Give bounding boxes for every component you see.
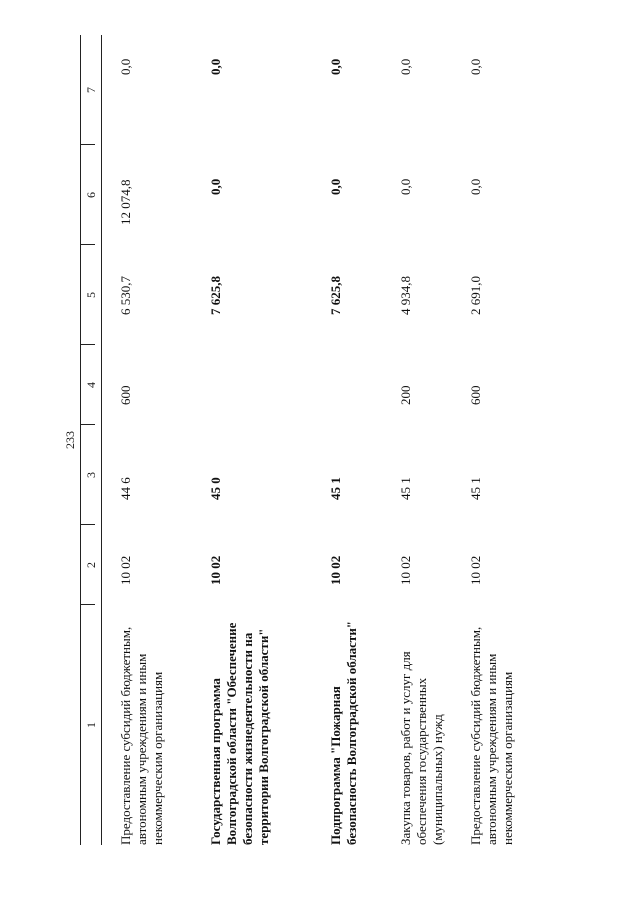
header-col-7: 7 <box>84 87 98 93</box>
budget-table <box>80 35 540 845</box>
row-5-name: Предоставление субсидий бюджетным, автономным учреждениям и иным некоммерческим организациям <box>468 626 515 845</box>
row-5-col4: 600 <box>468 385 483 405</box>
row-5-col5: 2 691,0 <box>468 276 483 315</box>
row-4-col3: 45 1 <box>398 477 413 500</box>
row-1-col5: 6 530,7 <box>118 276 133 315</box>
row-4-name: Закупка товаров, работ и услуг для обеспечения государственных (муниципальных) нужд <box>398 651 445 845</box>
page-number: 233 <box>63 431 77 449</box>
header-col-3: 3 <box>84 472 98 478</box>
row-4-col5: 4 934,8 <box>398 276 413 315</box>
row-1-name: Предоставление субсидий бюджетным, автономным учреждениям и иным некоммерческим организациям <box>118 626 165 845</box>
row-1-col7: 0,0 <box>118 58 133 75</box>
row-5-col2: 10 02 <box>468 555 483 585</box>
row-2-col6: 0,0 <box>208 178 223 195</box>
row-4-col6: 0,0 <box>398 178 413 195</box>
row-1-col6: 12 074,8 <box>118 179 133 225</box>
row-3-name: Подпрограмма "Пожарная безопасность Волгоградской области" <box>328 620 359 845</box>
header-col-5: 5 <box>84 292 98 298</box>
row-1-col3: 44 6 <box>118 477 133 500</box>
header-col-4: 4 <box>84 382 98 388</box>
row-4-col7: 0,0 <box>398 58 413 75</box>
row-5-col3: 45 1 <box>468 477 483 500</box>
row-2-col7: 0,0 <box>208 58 223 75</box>
row-4-col2: 10 02 <box>398 555 413 585</box>
row-2-name: Государственная программа Волгоградской области "Обеспечение безопасности жизнедеятельности на территории Волгоградской области" <box>208 622 271 845</box>
header-col-6: 6 <box>84 192 98 198</box>
header-col-2: 2 <box>84 562 98 568</box>
row-3-col6: 0,0 <box>328 178 343 195</box>
table-header <box>80 35 102 845</box>
row-1-col4: 600 <box>118 385 133 405</box>
row-1-col2: 10 02 <box>118 555 133 585</box>
row-5-col6: 0,0 <box>468 178 483 195</box>
row-5-col7: 0,0 <box>468 58 483 75</box>
row-3-col3: 45 1 <box>328 477 343 500</box>
row-3-col5: 7 625,8 <box>328 276 343 315</box>
row-4-col4: 200 <box>398 385 413 405</box>
row-2-col2: 10 02 <box>208 555 223 585</box>
row-2-col5: 7 625,8 <box>208 276 223 315</box>
header-col-1: 1 <box>84 722 98 728</box>
row-3-col7: 0,0 <box>328 58 343 75</box>
row-3-col2: 10 02 <box>328 555 343 585</box>
row-2-col3: 45 0 <box>208 477 223 500</box>
